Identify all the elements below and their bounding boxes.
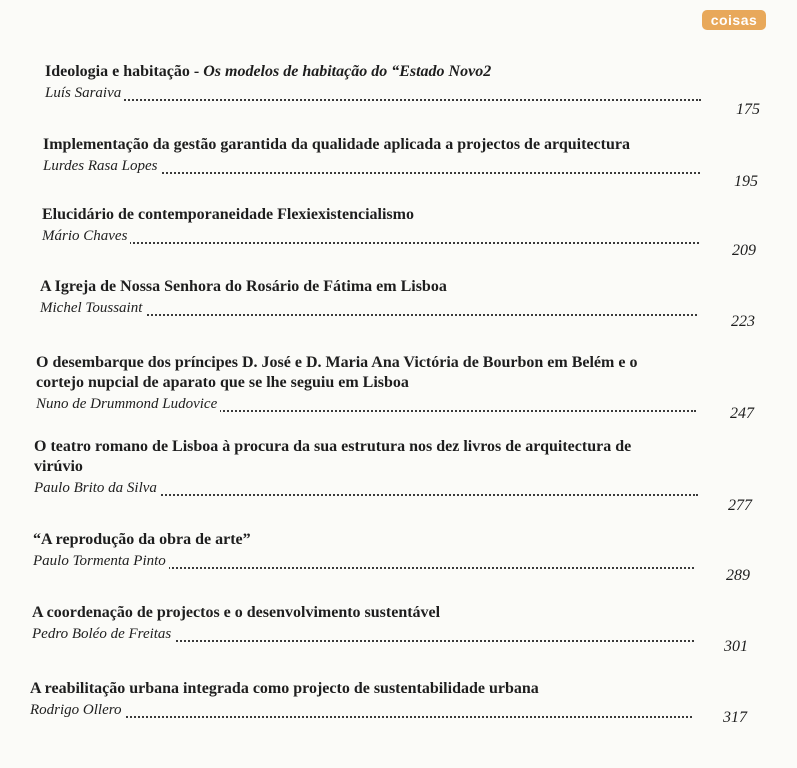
entry-author: Nuno de Drummond Ludovice — [36, 394, 220, 414]
entry-page-number: 223 — [731, 313, 755, 330]
entry-title — [0, 62, 797, 82]
entry-title: Elucidário de contemporaneidade Flexiexistencialismo — [42, 206, 414, 223]
entry-author: Michel Toussaint — [40, 298, 145, 318]
entry-title: A reabilitação urbana integrada como projecto de sustentabilidade urbana — [30, 680, 539, 697]
entry-title — [0, 437, 797, 477]
entry-page-number: 301 — [724, 638, 748, 655]
entry-page-number: 277 — [728, 497, 752, 514]
leader-dots — [30, 716, 692, 718]
coisas-logo: coisas — [702, 10, 766, 30]
entry-title-line: virúvio — [34, 458, 83, 475]
toc-entry — [0, 135, 797, 190]
toc-entry — [0, 603, 797, 655]
leader-dots — [45, 99, 701, 101]
entry-author: Mário Chaves — [42, 226, 130, 246]
entry-author: Paulo Tormenta Pinto — [33, 551, 169, 571]
entry-author-row — [0, 156, 797, 176]
entry-page-number: 195 — [734, 173, 758, 190]
toc-entry — [0, 530, 797, 584]
entry-title-line: O teatro romano de Lisboa à procura da sua estrutura nos dez livros de arquitectura de — [34, 438, 632, 455]
entry-title: “A reprodução da obra de arte” — [33, 531, 251, 548]
entry-author-row — [0, 298, 797, 318]
entry-author: Paulo Brito da Silva — [34, 478, 160, 498]
entry-title — [0, 353, 797, 393]
toc-entry — [0, 437, 797, 514]
entry-author-row — [0, 83, 797, 103]
entry-page-number: 289 — [726, 567, 750, 584]
entry-title: Implementação da gestão garantida da qualidade aplicada a projectos de arquitectura — [43, 136, 630, 153]
entry-author: Pedro Boléo de Freitas — [32, 624, 174, 644]
entry-author: Luís Saraiva — [45, 83, 124, 103]
entry-title: A Igreja de Nossa Senhora do Rosário de Fátima em Lisboa — [40, 278, 447, 295]
entry-title-subtitle: Os modelos de habitação do “Estado Novo2 — [203, 63, 492, 80]
entry-page-number: 175 — [736, 101, 760, 118]
entry-title: A coordenação de projectos e o desenvolvimento sustentável — [32, 604, 441, 621]
leader-dots — [42, 242, 699, 244]
entry-title-main: Ideologia e habitação - — [45, 63, 200, 80]
entry-author-row — [0, 226, 797, 246]
entry-page-number: 247 — [730, 405, 754, 422]
toc-entry — [0, 62, 797, 118]
entry-title-line: O desembarque dos príncipes D. José e D. Maria Ana Victória de Bourbon em Belém e o — [36, 354, 638, 371]
toc-entry — [0, 277, 797, 330]
entry-author-row — [0, 551, 797, 571]
entry-page-number: 317 — [723, 709, 747, 726]
toc-entry — [0, 353, 797, 422]
entry-page-number: 209 — [732, 242, 756, 259]
entry-author-row — [0, 394, 797, 414]
entry-title-line: cortejo nupcial de aparato que se lhe seguiu em Lisboa — [36, 374, 409, 391]
toc-entry — [0, 205, 797, 259]
toc-entry — [0, 679, 797, 726]
entry-author: Rodrigo Ollero — [30, 700, 125, 720]
entry-author-row — [0, 624, 797, 644]
entry-author-row — [0, 700, 797, 720]
entry-author: Lurdes Rasa Lopes — [43, 156, 160, 176]
entry-author-row — [0, 478, 797, 498]
